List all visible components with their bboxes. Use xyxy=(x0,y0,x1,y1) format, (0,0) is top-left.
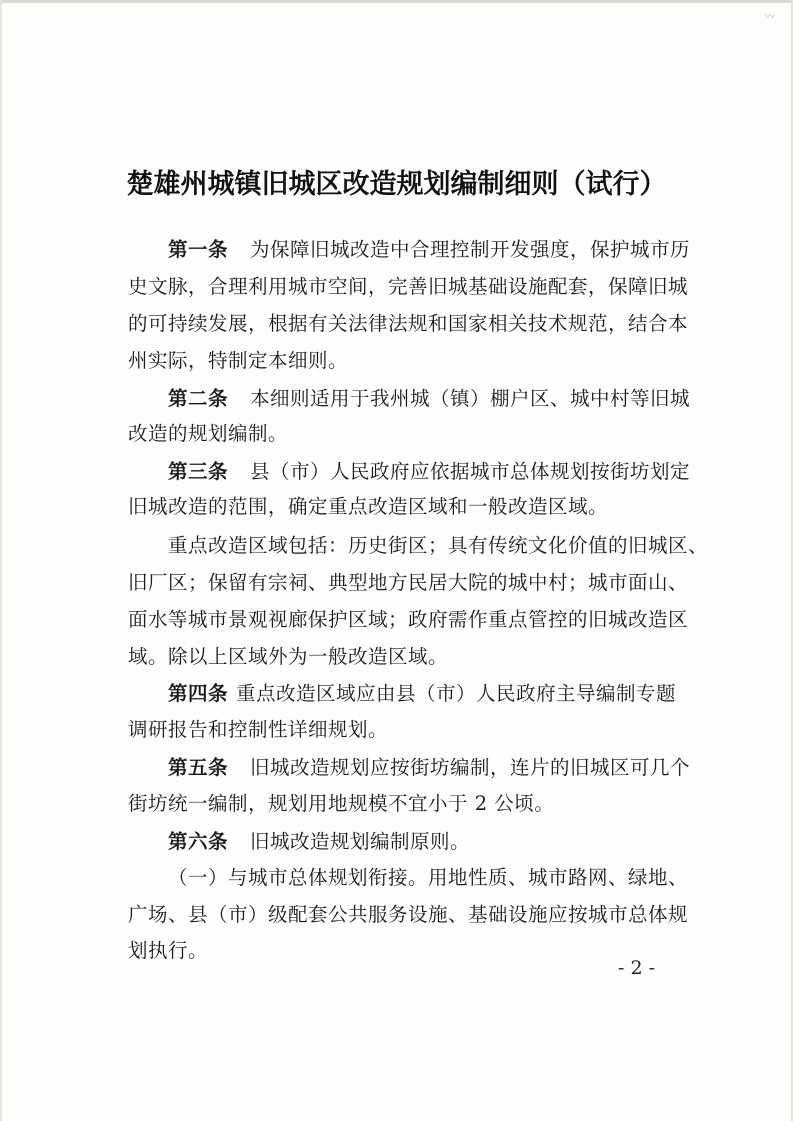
article-4-text-1: 重点改造区域应由县（市）人民政府主导编制专题 xyxy=(236,682,677,705)
article-3-line-2: 旧城改造的范围，确定重点改造区域和一般改造区域。 xyxy=(128,495,609,518)
key-areas-line-4: 域。除以上区域外为一般改造区域。 xyxy=(128,645,449,668)
article-2-text-1: 本细则适用于我州城（镇）棚户区、城中村等旧城 xyxy=(250,387,691,410)
article-3-line-1 xyxy=(168,456,691,484)
clause-1-line-2: 广场、县（市）级配套公共服务设施、基础设施应按城市总体规 xyxy=(128,903,689,926)
article-4-line-1 xyxy=(168,678,676,706)
article-2-heading: 第二条 xyxy=(168,387,229,410)
article-1-line-2: 史文脉，合理利用城市空间，完善旧城基础设施配套，保障旧城 xyxy=(128,275,689,298)
article-6-text-1: 旧城改造规划编制原则。 xyxy=(250,830,471,853)
article-1-heading: 第一条 xyxy=(168,238,229,261)
article-6-heading: 第六条 xyxy=(168,830,229,853)
clause-1-line-3: 划执行。 xyxy=(128,939,209,962)
article-3-heading: 第三条 xyxy=(168,460,229,483)
page-number: - 2 - xyxy=(618,957,656,979)
scan-edge-top xyxy=(0,0,793,3)
scan-corner-mark: 〰 xyxy=(765,12,775,23)
article-6-line-1 xyxy=(168,826,676,854)
article-4-line-2: 调研报告和控制性详细规划。 xyxy=(128,718,389,741)
article-3-text-1: 县（市）人民政府应依据城市总体规划按街坊划定 xyxy=(250,460,691,483)
key-areas-line-1: 重点改造区域包括：历史街区；具有传统文化价值的旧城区、 xyxy=(168,534,709,557)
article-1-text-1: 为保障旧城改造中合理控制开发强度，保护城市历 xyxy=(250,238,691,261)
article-4-heading: 第四条 xyxy=(168,682,229,705)
article-1-line-4: 州实际，特制定本细则。 xyxy=(128,349,349,372)
document-title: 楚雄州城镇旧城区改造规划编制细则（试行） xyxy=(126,169,667,200)
key-areas-line-3: 面水等城市景观视廊保护区域；政府需作重点管控的旧城改造区 xyxy=(128,608,689,631)
article-5-line-1 xyxy=(168,752,691,780)
article-5-heading: 第五条 xyxy=(168,756,229,779)
key-areas-line-2: 旧厂区；保留有宗祠、典型地方民居大院的城中村；城市面山、 xyxy=(128,571,689,594)
clause-1-line-1: （一）与城市总体规划衔接。用地性质、城市路网、绿地、 xyxy=(168,866,689,889)
article-5-line-2: 街坊统一编制，规划用地规模不宜小于 2 公顷。 xyxy=(128,792,555,815)
article-1-line-1 xyxy=(168,234,691,262)
article-2-line-1 xyxy=(168,383,691,411)
article-1-line-3: 的可持续发展，根据有关法律法规和国家相关技术规范，结合本 xyxy=(128,312,689,335)
article-5-text-1: 旧城改造规划应按街坊编制，连片的旧城区可几个 xyxy=(250,756,691,779)
article-2-line-2: 改造的规划编制。 xyxy=(128,422,289,445)
